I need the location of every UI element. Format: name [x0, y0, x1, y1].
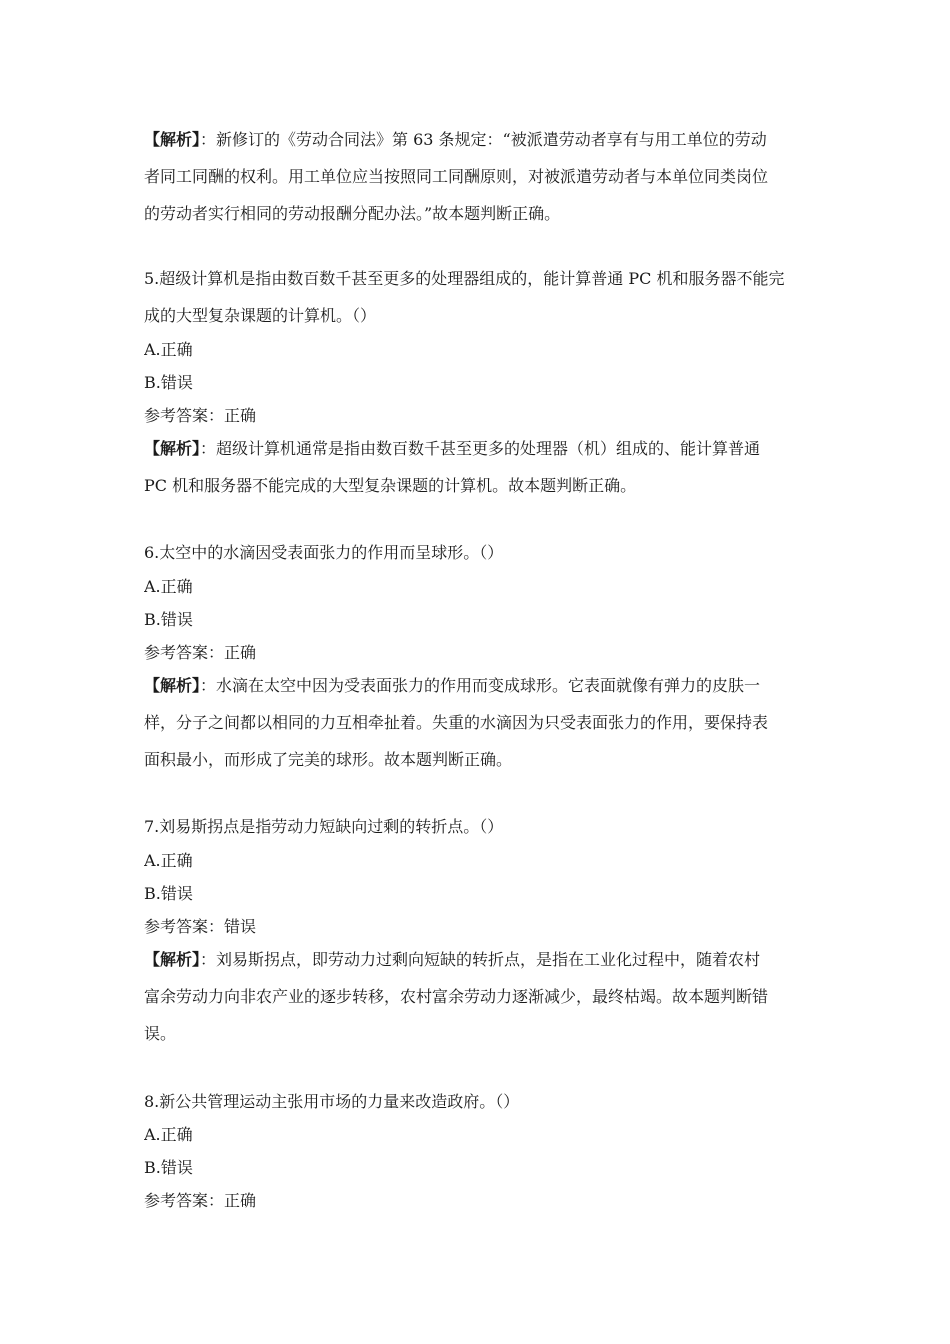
q7-answer: 参考答案：错误 [144, 917, 257, 936]
q7-question: 7.刘易斯拐点是指劳动力短缺向过剩的转折点。（） [144, 817, 504, 836]
q8-question: 8.新公共管理运动主张用市场的力量来改造政府。（） [144, 1092, 520, 1111]
q5-question-line-1: 5.超级计算机是指由数百数千甚至更多的处理器组成的，能计算普通 PC 机和服务器不能完 [144, 269, 785, 288]
q7-option-a: A.正确 [144, 851, 193, 870]
q5-analysis-line-1: 【解析】：超级计算机通常是指由数百数千甚至更多的处理器（机）组成的、能计算普通 [144, 439, 761, 458]
q8-answer: 参考答案：正确 [144, 1191, 257, 1210]
q8-option-a: A.正确 [144, 1125, 193, 1144]
q4-analysis-line-3: 的劳动者实行相同的劳动报酬分配办法。”故本题判断正确。 [144, 204, 561, 223]
analysis-label: 【解析】 [144, 950, 201, 969]
analysis-label: 【解析】 [144, 676, 201, 695]
analysis-label: 【解析】 [144, 439, 201, 458]
q5-answer: 参考答案：正确 [144, 406, 257, 425]
q7-analysis-line-1: 【解析】：刘易斯拐点，即劳动力过剩向短缺的转折点，是指在工业化过程中，随着农村 [144, 950, 761, 969]
q6-option-a: A.正确 [144, 577, 193, 596]
q7-analysis-line-3: 误。 [144, 1024, 177, 1043]
q7-analysis-line-2: 富余劳动力向非农产业的逐步转移，农村富余劳动力逐渐减少，最终枯竭。故本题判断错 [144, 987, 769, 1006]
q6-analysis-line-2: 样，分子之间都以相同的力互相牵扯着。失重的水滴因为只受表面张力的作用，要保持表 [144, 713, 769, 732]
q6-answer: 参考答案：正确 [144, 643, 257, 662]
q6-analysis-line-1: 【解析】：水滴在太空中因为受表面张力的作用而变成球形。它表面就像有弹力的皮肤一 [144, 676, 761, 695]
q5-question-line-2: 成的大型复杂课题的计算机。（） [144, 306, 377, 325]
q4-analysis-line-1: 【解析】：新修订的《劳动合同法》第 63 条规定：“被派遣劳动者享有与用工单位的劳动 [144, 130, 767, 149]
q5-analysis-line-2: PC 机和服务器不能完成的大型复杂课题的计算机。故本题判断正确。 [144, 476, 637, 495]
q7-option-b: B.错误 [144, 884, 193, 903]
q6-analysis-line-3: 面积最小，而形成了完美的球形。故本题判断正确。 [144, 750, 513, 769]
analysis-label: 【解析】 [144, 130, 201, 149]
q6-option-b: B.错误 [144, 610, 193, 629]
q4-analysis-line-2: 者同工同酬的权利。用工单位应当按照同工同酬原则，对被派遣劳动者与本单位同类岗位 [144, 167, 769, 186]
q6-question: 6.太空中的水滴因受表面张力的作用而呈球形。（） [144, 543, 504, 562]
q8-option-b: B.错误 [144, 1158, 193, 1177]
q5-option-a: A.正确 [144, 340, 193, 359]
q5-option-b: B.错误 [144, 373, 193, 392]
